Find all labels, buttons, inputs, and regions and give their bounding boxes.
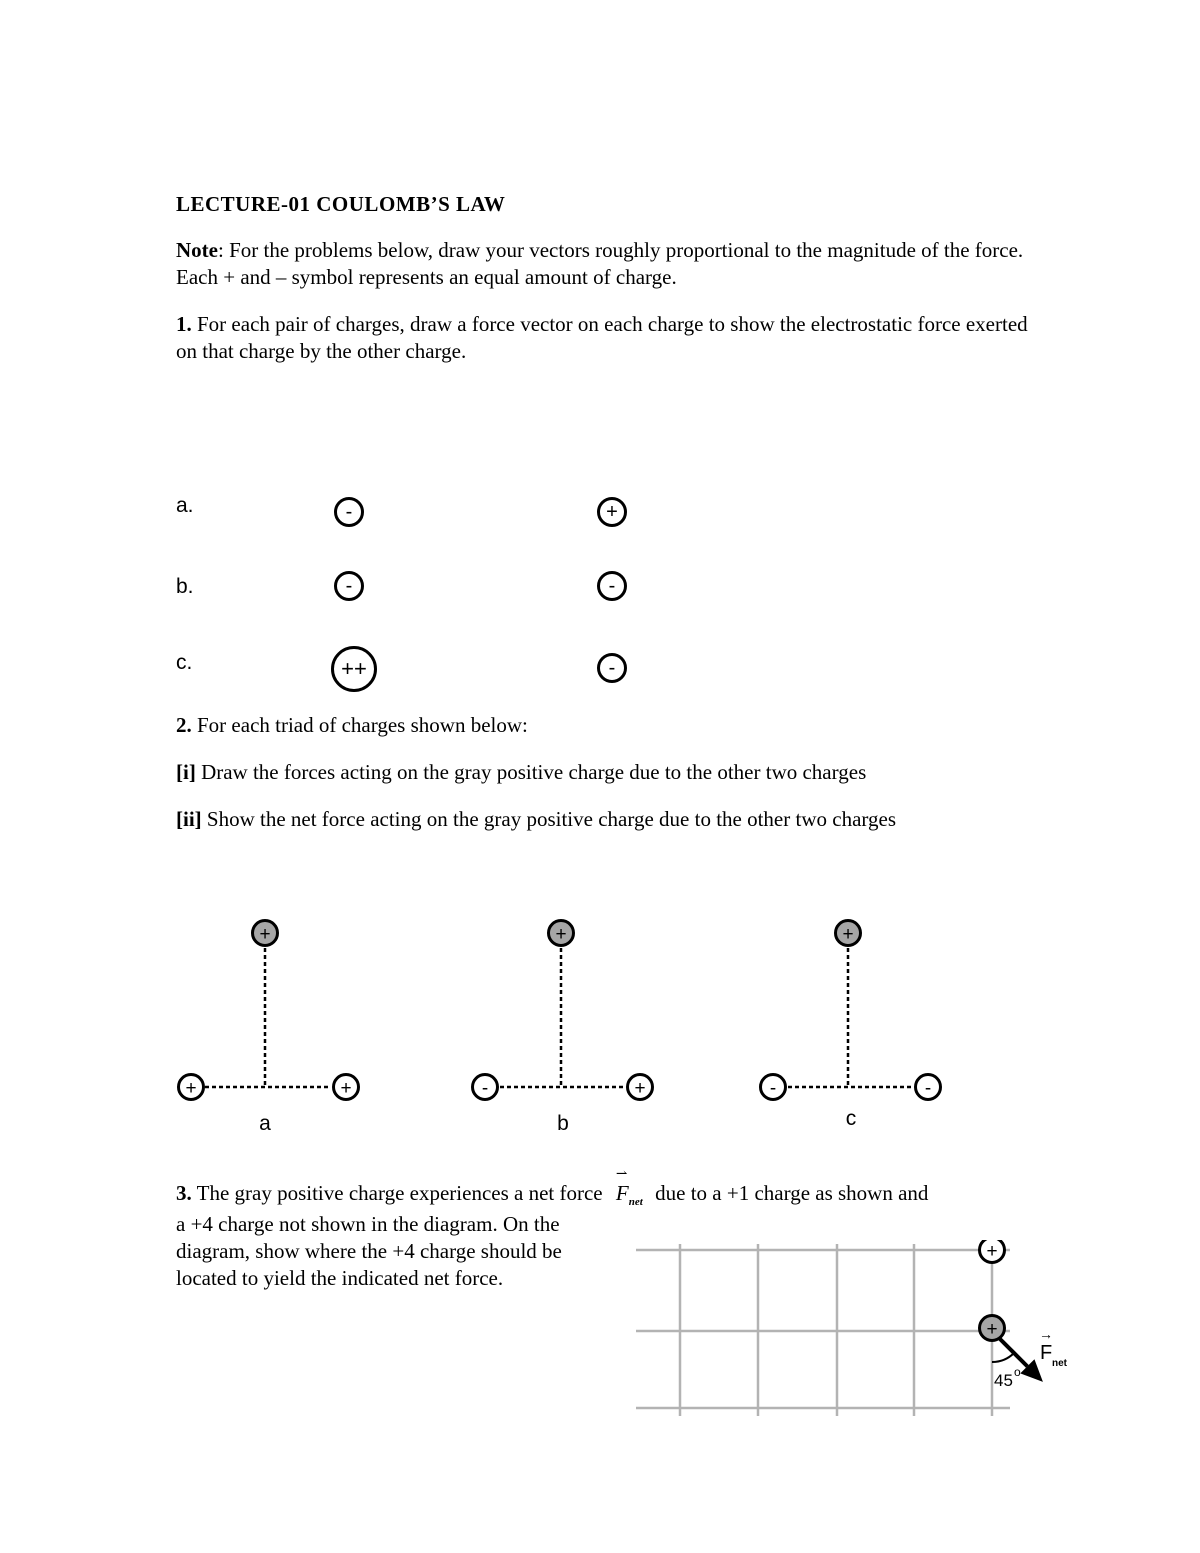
q3-force-symbol: ⇀ $F_{net}$ [608, 1180, 650, 1216]
triad-c-right-charge [916, 1075, 941, 1100]
q1-row-c-label: c. [176, 651, 193, 674]
note-label: Note [176, 238, 218, 262]
q2-part-ii-label: [ii] [176, 807, 202, 831]
svg-text:net: net [1052, 1358, 1067, 1369]
q2-part-i-text: Draw the forces acting on the gray positive charge due to the other two charges [195, 760, 867, 784]
svg-text:+: + [185, 1078, 197, 1099]
svg-text:F: F [1040, 1342, 1053, 1364]
note-text: : For the problems below, draw your vectors roughly proportional to the magnitude of the force. Each + and – symbol represents an equal amount of charge. [176, 238, 1024, 289]
q1-row-a-label: a. [176, 494, 194, 517]
vector-arrow-icon: ⇀ [615, 1167, 628, 1182]
angle-label: 45 [994, 1371, 1013, 1390]
q3-text-after: due to a +1 charge as shown and [649, 1181, 929, 1205]
question-2-part-ii [176, 806, 1036, 833]
q1-b-left-charge: - [334, 571, 364, 601]
force-label [1039, 1326, 1068, 1369]
q2-part-i-label: [i] [176, 760, 196, 784]
svg-text:+: + [634, 1078, 646, 1099]
svg-text:+: + [340, 1078, 352, 1099]
q3-text-continuation: a +4 charge not shown in the diagram. On the diagram, show where the +4 charge should be located to yield the indicated net force. [176, 1212, 562, 1290]
q3-text-before: The gray positive charge experiences a net force [191, 1181, 608, 1205]
svg-text:+: + [986, 1319, 998, 1340]
q1-text: For each pair of charges, draw a force vector on each charge to show the electrostatic force exerted on that charge by the other charge. [176, 312, 1028, 363]
q2-part-ii-text: Show the net force acting on the gray positive charge due to the other two charges [201, 807, 896, 831]
svg-text:+: + [555, 924, 567, 945]
triad-a-top-charge [253, 921, 278, 946]
q2-text: For each triad of charges shown below: [191, 713, 528, 737]
svg-text:+: + [842, 924, 854, 945]
triad-c-left-charge [761, 1075, 786, 1100]
triad-c-top-charge [836, 921, 861, 946]
vector-arrow-icon: → [1039, 1326, 1053, 1342]
triad-b-right-charge [628, 1075, 653, 1100]
q3-top-charge [980, 1240, 1005, 1263]
question-2-part-i [176, 759, 1036, 786]
angle-unit: o [1014, 1365, 1021, 1379]
q3-grid-diagram [630, 1240, 1070, 1425]
question-2 [176, 712, 1036, 739]
triad-b [473, 921, 653, 1136]
note-paragraph [176, 237, 1036, 291]
triad-a [179, 921, 359, 1136]
triad-c-label: c [845, 1107, 857, 1130]
svg-text:-: - [769, 1078, 777, 1099]
triads-diagram [0, 900, 1200, 1150]
triad-b-left-charge [473, 1075, 498, 1100]
triad-a-right-charge [334, 1075, 359, 1100]
triad-c [761, 921, 941, 1131]
q1-a-right-charge: + [597, 497, 627, 527]
triad-b-top-charge [549, 921, 574, 946]
svg-text:-: - [924, 1078, 932, 1099]
q1-a-left-charge: - [334, 497, 364, 527]
q3-gray-charge [980, 1316, 1005, 1341]
svg-text:+: + [986, 1241, 998, 1262]
triad-a-left-charge [179, 1075, 204, 1100]
question-1 [176, 311, 1036, 365]
svg-text:-: - [481, 1078, 489, 1099]
svg-text:+: + [259, 924, 271, 945]
q1-c-left-charge: ++ [331, 646, 377, 692]
q1-b-right-charge: - [597, 571, 627, 601]
q1-number: 1. [176, 312, 192, 336]
angle-arc [992, 1353, 1014, 1362]
triad-b-label: b [557, 1112, 569, 1135]
triad-a-label: a [259, 1112, 271, 1135]
grid-lines [636, 1244, 1010, 1416]
q1-c-right-charge: - [597, 653, 627, 683]
q1-row-b-label: b. [176, 575, 194, 598]
page-title: LECTURE-01 COULOMB’S LAW [176, 192, 506, 216]
q2-number: 2. [176, 713, 192, 737]
q3-number: 3. [176, 1181, 192, 1205]
